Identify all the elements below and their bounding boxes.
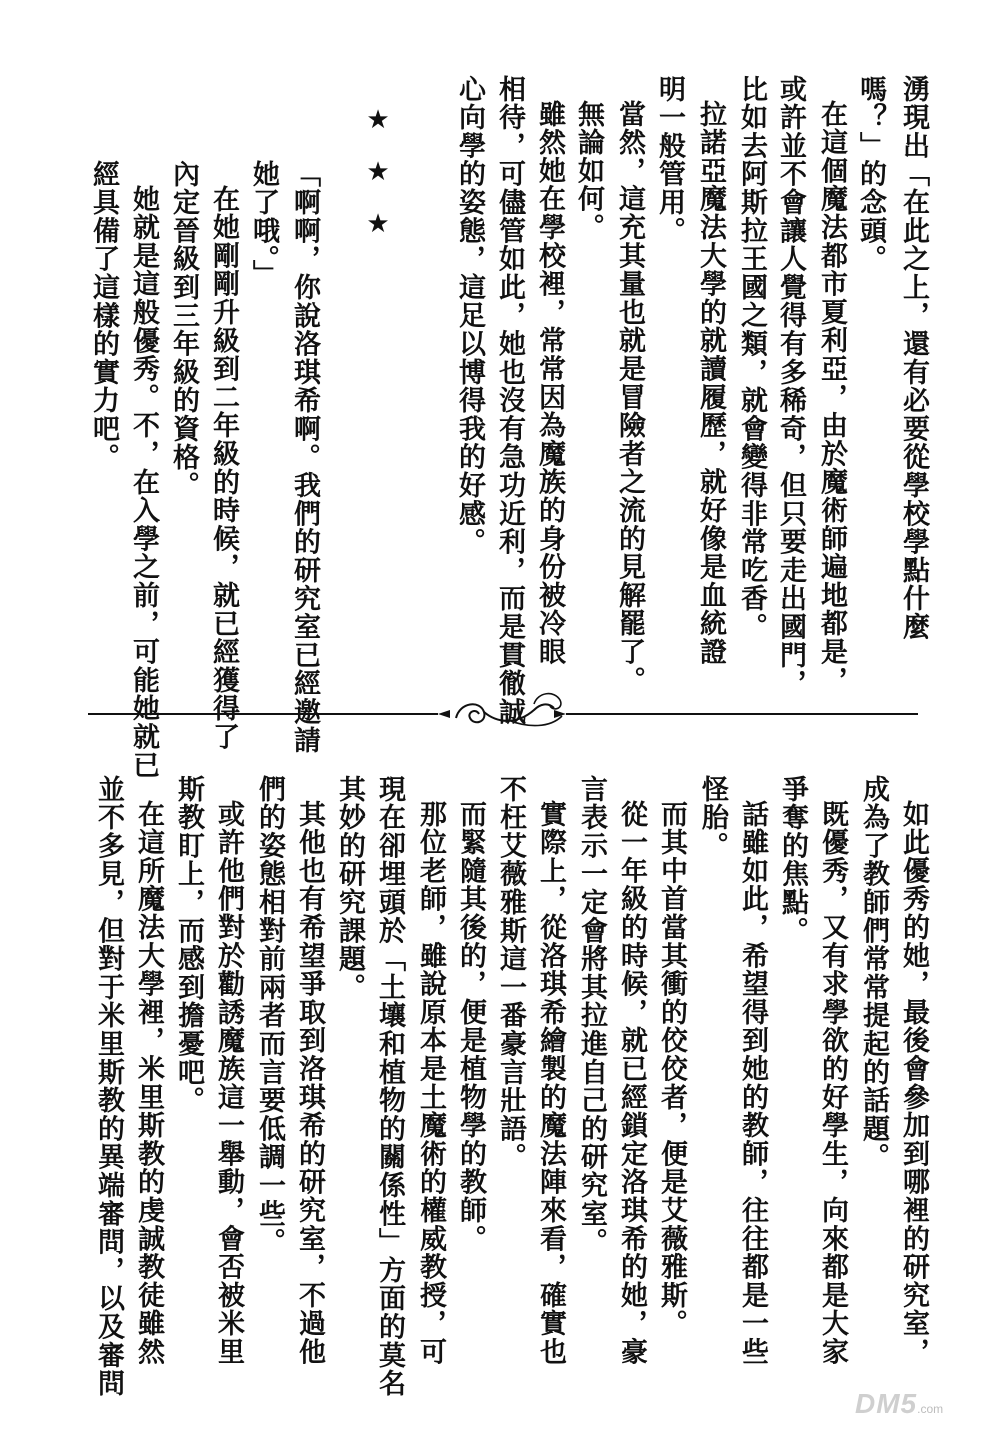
- text-column: 她就是這般優秀。不，在入學之前，可能她就已: [128, 185, 159, 780]
- text-column: 湧現出「在此之上，還有必要從學校學點什麼: [898, 75, 929, 641]
- text-column: 或許他們對於勸誘魔族這一舉動，會否被米里: [213, 800, 244, 1366]
- text-column: 嗎？」的念頭。: [855, 75, 886, 274]
- text-column: 雖然她在學校裡，常常因為魔族的身份被冷眼: [534, 100, 565, 666]
- watermark-logo-text: DM5: [855, 1388, 918, 1419]
- text-column: 明一般管用。: [654, 75, 685, 245]
- text-column: 那位老師，雖說原本是土魔術的權威教授，可: [415, 800, 446, 1366]
- text-column: 在這個魔法都市夏利亞，由於魔術師遍地都是，: [816, 100, 847, 695]
- text-column: 「啊啊，你說洛琪希啊。我們的研究室已經邀請: [289, 160, 320, 755]
- text-column: 內定晉級到三年級的資格。: [168, 160, 199, 500]
- text-column: 成為了教師們常常提起的話題。: [858, 775, 889, 1172]
- watermark-domain: .com: [917, 1402, 944, 1416]
- text-column: 而其中首當其衝的佼佼者，便是艾薇雅斯。: [656, 800, 687, 1338]
- site-watermark: [855, 1388, 995, 1428]
- text-column: 相待，可儘管如此，她也沒有急功近利，而是貫徹誠: [494, 75, 525, 726]
- text-column: 她了哦。」: [248, 160, 279, 288]
- text-column: 其妙的研究課題。: [334, 775, 365, 1002]
- text-column: 從一年級的時候，就已經鎖定洛琪希的她，豪: [616, 800, 647, 1366]
- text-column: 現在卻埋頭於「土壤和植物的關係性」方面的莫名: [374, 775, 405, 1398]
- section-break-stars: ★★★: [363, 105, 393, 261]
- text-column: 言表示一定會將其拉進自己的研究室。: [576, 775, 607, 1257]
- text-column: 在她剛剛升級到二年級的時候，就已經獲得了: [208, 185, 239, 751]
- text-column: 其他也有希望爭取到洛琪希的研究室，不過他: [294, 800, 325, 1366]
- text-column: 當然，這充其量也就是冒險者之流的見解罷了。: [614, 100, 645, 695]
- text-column: 話雖如此，希望得到她的教師，往往都是一些: [737, 800, 768, 1366]
- text-column: 而緊隨其後的，便是植物學的教師。: [455, 800, 486, 1253]
- text-column: 不枉艾薇雅斯這一番豪言壯語。: [495, 775, 526, 1172]
- text-column: 無論如何。: [573, 100, 604, 242]
- text-column: 或許並不會讓人覺得有多稀奇，但只要走出國門，: [775, 75, 806, 698]
- text-column: 拉諾亞魔法大學的就讀履歷，就好像是血統證: [695, 100, 726, 666]
- text-column: 經具備了這樣的實力吧。: [88, 160, 119, 472]
- text-column: 既優秀，又有求學欲的好學生，向來都是大家: [817, 800, 848, 1366]
- text-column: 並不多見，但對于米里斯教的異端審問，以及審問: [93, 775, 124, 1398]
- text-column: 在這所魔法大學裡，米里斯教的虔誠教徒雖然: [133, 800, 164, 1366]
- text-column: 心向學的姿態，這足以博得我的好感。: [454, 75, 485, 557]
- text-column: 怪胎。: [697, 775, 728, 860]
- text-column: 爭奪的焦點。: [777, 775, 808, 945]
- text-column: 斯教盯上，而感到擔憂吧。: [173, 775, 204, 1115]
- ornamental-divider: [88, 684, 918, 744]
- text-column: 如此優秀的她，最後會參加到哪裡的研究室，: [898, 800, 929, 1366]
- text-column: 實際上，從洛琪希繪製的魔法陣來看，確實也: [535, 800, 566, 1366]
- text-column: 比如去阿斯拉王國之類，就會變得非常吃香。: [736, 75, 767, 641]
- text-column: 們的姿態相對前兩者而言要低調一些。: [254, 775, 285, 1257]
